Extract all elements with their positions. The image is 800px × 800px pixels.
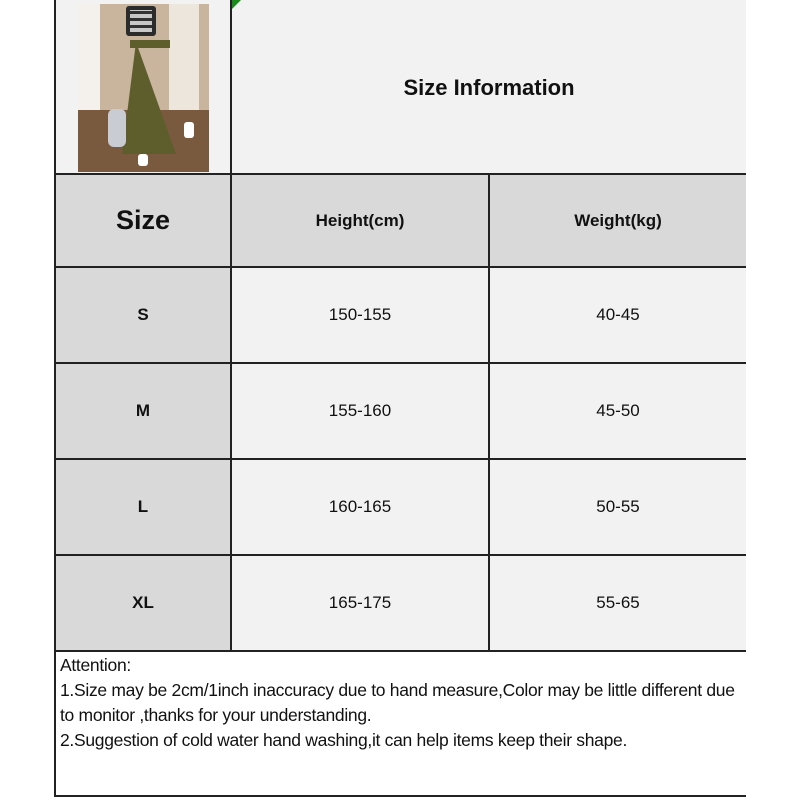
product-photo [78, 4, 209, 172]
weight-cell-l: 50-55 [490, 460, 746, 554]
size-chart-sheet [54, 0, 746, 797]
height-cell-m: 155-160 [232, 364, 488, 458]
weight-cell-xl: 55-65 [490, 556, 746, 650]
header-height: Height(cm) [232, 175, 488, 266]
notes-line-1: 1.Size may be 2cm/1inch inaccuracy due to hand measure,Color may be little different due to monitor ,thanks for your understanding. [60, 680, 740, 725]
notes-line-2: 2.Suggestion of cold water hand washing,it can help items keep their shape. [60, 730, 628, 750]
notes-heading: Attention: [60, 655, 131, 675]
size-cell-xl: XL [56, 556, 230, 650]
photo-top-print [130, 10, 152, 32]
size-cell-s: S [56, 268, 230, 362]
grid-line [488, 175, 490, 652]
size-cell-m: M [56, 364, 230, 458]
header-size: Size [56, 175, 230, 266]
weight-cell-s: 40-45 [490, 268, 746, 362]
height-cell-l: 160-165 [232, 460, 488, 554]
cell-corner-mark-icon [232, 0, 241, 9]
attention-notes [56, 652, 746, 795]
height-cell-xl: 165-175 [232, 556, 488, 650]
size-information-title: Size Information [232, 0, 746, 175]
size-cell-l: L [56, 460, 230, 554]
photo-bag [108, 109, 126, 147]
photo-shoe [184, 122, 194, 138]
photo-shoe [138, 154, 148, 166]
grid-line [230, 175, 232, 652]
photo-skirt [122, 42, 176, 154]
height-cell-s: 150-155 [232, 268, 488, 362]
header-weight: Weight(kg) [490, 175, 746, 266]
product-photo-cell [56, 0, 232, 175]
weight-cell-m: 45-50 [490, 364, 746, 458]
